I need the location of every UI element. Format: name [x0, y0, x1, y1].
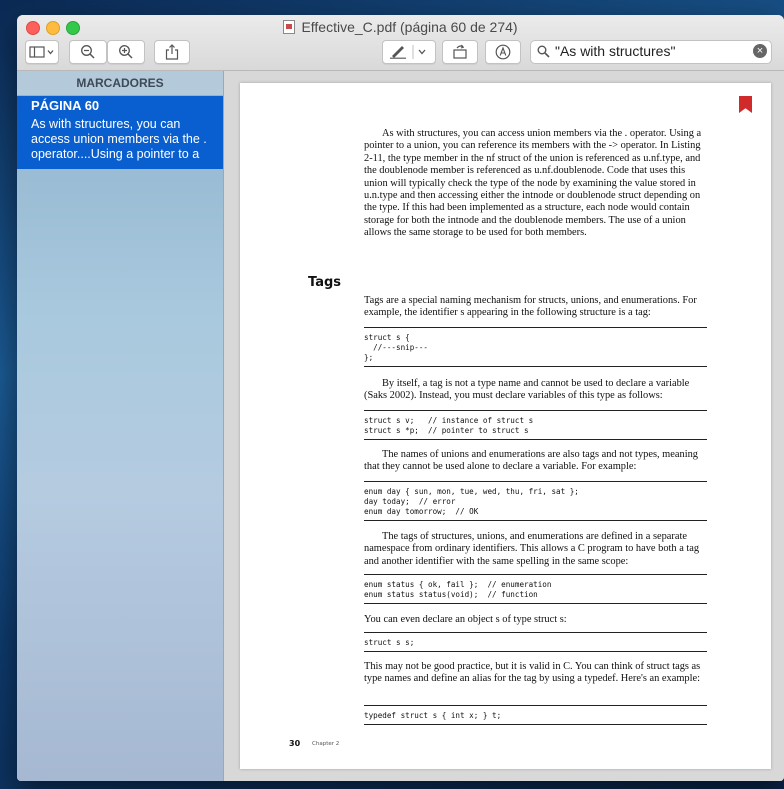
code-block-struct: struct s { //---snip--- };	[364, 327, 707, 367]
chapter-label: Chapter 2	[312, 741, 340, 747]
code-block-enum-status: enum status { ok, fail }; // enumeration enum status status(void); // function	[364, 574, 707, 604]
document-viewer[interactable]	[224, 71, 784, 781]
paragraph-object-s: You can even declare an object s of type struct s:	[364, 614, 567, 625]
search-field[interactable]	[530, 40, 772, 64]
bookmark-page-title: PÁGINA 60	[31, 98, 100, 113]
share-icon	[165, 44, 179, 60]
code-block-typedef: typedef struct s { int x; } t;	[364, 705, 707, 725]
zoom-in-icon	[118, 44, 134, 60]
sidebar	[17, 71, 224, 781]
paragraph-unions-enums: The names of unions and enumerations are also tags and not types, meaning that they cannot be used alone to declare a variable. For example:	[364, 449, 698, 473]
pdf-document-icon	[283, 20, 295, 34]
search-icon	[537, 45, 550, 58]
paragraph-typedef: This may not be good practice, but it is valid in C. You can think of struct tags as type names and define an alias for the tag by using a typedef. Here's an example:	[364, 661, 701, 685]
page-number: 30	[289, 739, 301, 748]
code-block-enum-day: enum day { sun, mon, tue, wed, thu, fri, sat }; day today; // error enum day tomorrow; // OK	[364, 481, 707, 521]
annotate-circle-a-icon	[495, 44, 511, 60]
sidebar-view-icon	[29, 46, 55, 58]
preview-window	[17, 15, 784, 781]
bookmark-snippet: As with structures, you can access union members via the . operator....Using a pointer to a	[31, 117, 207, 161]
rotate-button[interactable]	[442, 40, 478, 64]
paragraph-tags-intro: Tags are a special naming mechanism for structs, unions, and enumerations. For example, the identifier s appearing in the following structure is a tag:	[364, 295, 697, 319]
bookmark-ribbon-icon[interactable]	[739, 96, 752, 113]
markup-button[interactable]	[382, 40, 436, 64]
annotate-button[interactable]	[485, 40, 521, 64]
window-title: Effective_C.pdf (página 60 de 274)	[301, 19, 518, 35]
pen-markup-icon	[386, 45, 432, 59]
titlebar	[17, 15, 784, 71]
paragraph-unions: As with structures, you can access union members via the . operator. Using a pointer to a union, you can reference its members with the -> operator. In Listing 2-11, the type member in the nf struct of the union is referenced as u.nf.type, and the doublenode member is referenced as u.nf.doublenode. Code that uses this union will typically check the type of the node by examining the value stored in u.n.type and then accessing either the intnode or doublenode struct depending on the type. If this had been implemented as a structure, each node would contain storage for both the intnode and the doublenode members. The use of a union allows the same storage to be used for both members.	[364, 128, 702, 239]
window-title-area	[17, 19, 784, 35]
paragraph-tag-not-type: By itself, a tag is not a type name and cannot be used to declare a variable (Saks 2002). Instead, you must declare variables of this type as follows:	[364, 378, 690, 402]
zoom-in-button[interactable]	[107, 40, 145, 64]
clear-search-icon[interactable]: ×	[753, 44, 767, 58]
zoom-out-button[interactable]	[69, 40, 107, 64]
search-input[interactable]	[555, 43, 745, 59]
bookmark-item[interactable]	[17, 96, 223, 169]
zoom-out-icon	[80, 44, 96, 60]
rotate-icon	[452, 44, 468, 60]
pdf-page	[240, 83, 771, 769]
section-heading: Tags	[308, 275, 342, 290]
code-block-struct-s-s: struct s s;	[364, 632, 707, 652]
sidebar-header: MARCADORES	[17, 71, 223, 96]
sidebar-toggle-button[interactable]	[25, 40, 59, 64]
paragraph-namespace: The tags of structures, unions, and enumerations are defined in a separate namespace from ordinary identifiers. This allows a C program to have both a tag and another identifier with the same spelling in the same scope:	[364, 531, 700, 567]
share-button[interactable]	[154, 40, 190, 64]
code-block-declare: struct s v; // instance of struct s struct s *p; // pointer to struct s	[364, 410, 707, 440]
